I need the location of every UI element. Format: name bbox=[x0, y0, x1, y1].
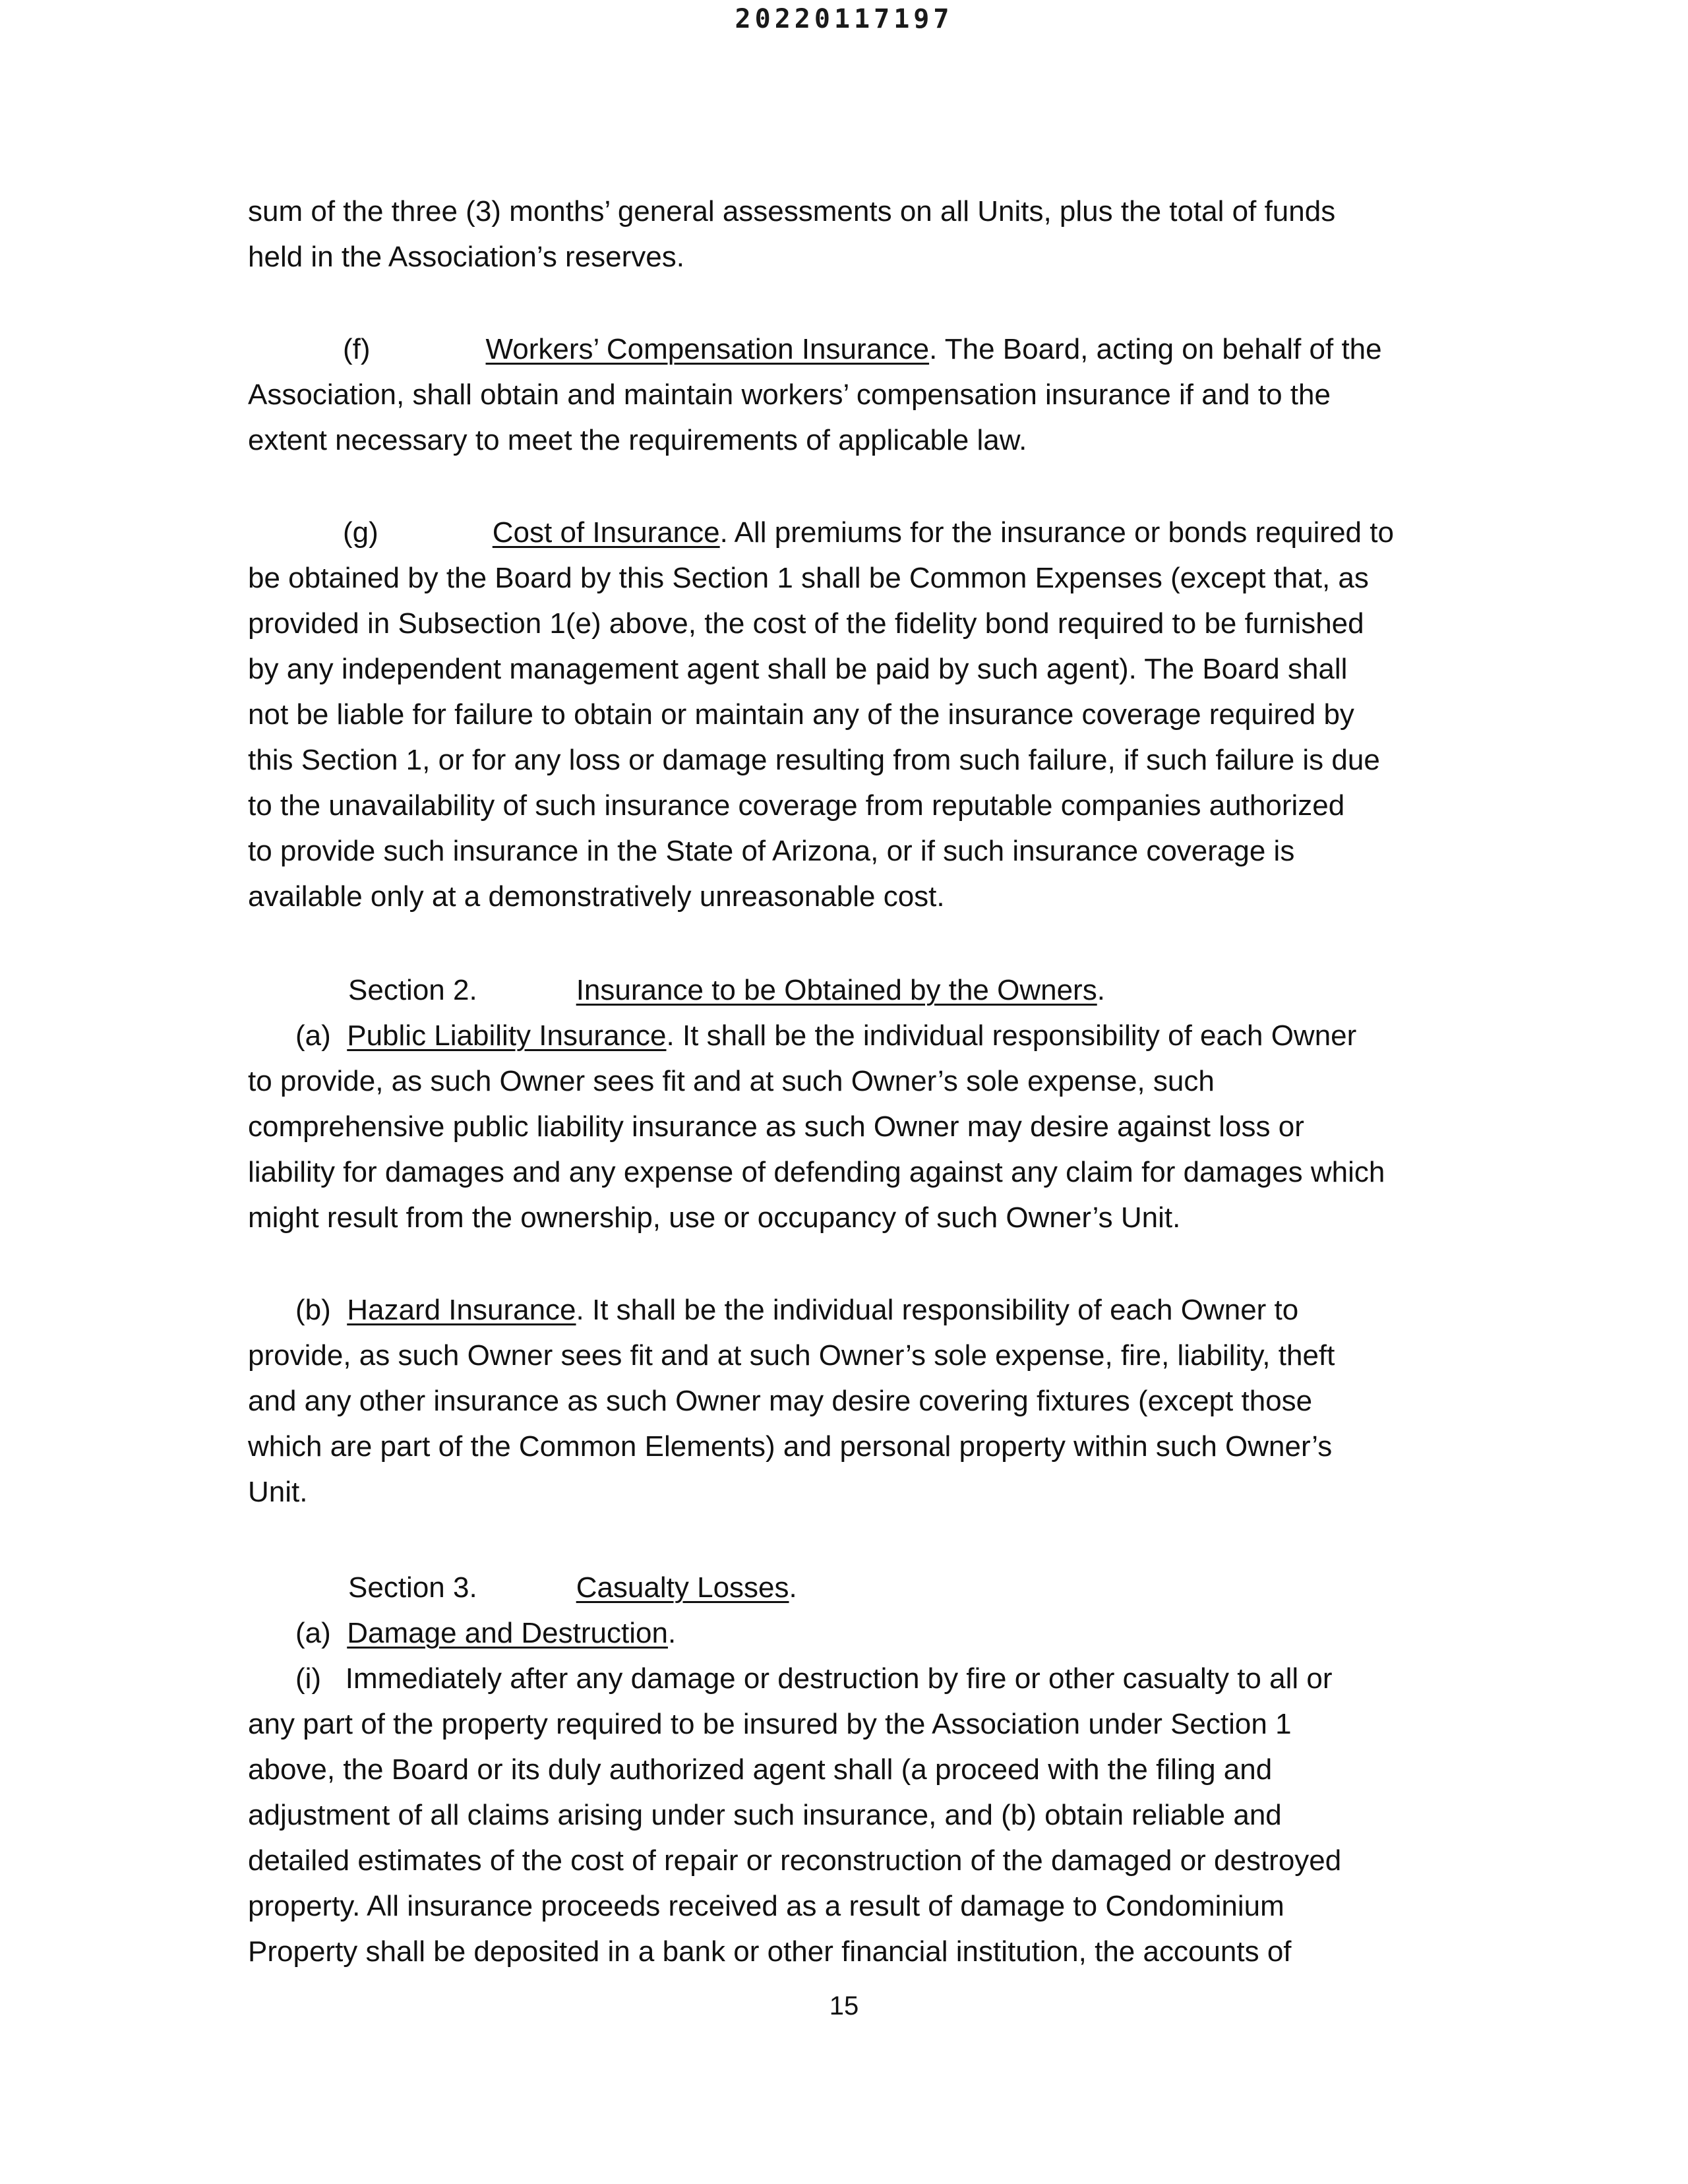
text-run: Immediately after any damage or destruction by fire or other casualty to all or bbox=[345, 1662, 1333, 1695]
text-line: might result from the ownership, use or occupancy of such Owner’s Unit. bbox=[248, 1201, 1181, 1234]
paragraph-e-tail bbox=[248, 189, 1441, 280]
text-line: available only at a demonstratively unreasonable cost. bbox=[248, 880, 945, 913]
section-2 bbox=[248, 967, 1441, 1240]
paragraph-f-first-line bbox=[248, 326, 1441, 372]
text-line: Association, shall obtain and maintain workers’ compensation insurance if and to the bbox=[248, 379, 1331, 411]
section-2-subsection-b bbox=[248, 1287, 1441, 1515]
text-line: by any independent management agent shall be paid by such agent). The Board shall bbox=[248, 653, 1348, 685]
text-run: . The Board, acting on behalf of the bbox=[929, 333, 1382, 365]
subsection-label: (i) bbox=[295, 1662, 322, 1695]
subsection-label: (a) bbox=[295, 1617, 331, 1649]
text-line: any part of the property required to be insured by the Association under Section 1 bbox=[248, 1708, 1292, 1740]
text-line: provide, as such Owner sees fit and at such Owner’s sole expense, fire, liability, theft bbox=[248, 1339, 1335, 1372]
recording-number: 20220117197 bbox=[735, 4, 953, 34]
text-line: to provide such insurance in the State of Arizona, or if such insurance coverage is bbox=[248, 835, 1295, 867]
text-line: liability for damages and any expense of defending against any claim for damages which bbox=[248, 1156, 1385, 1188]
text-run: . It shall be the individual responsibility of each Owner to bbox=[576, 1294, 1299, 1326]
section-label: Section 3. bbox=[348, 1571, 477, 1604]
paragraph-g-first-line bbox=[248, 510, 1441, 555]
section-heading: Casualty Losses bbox=[576, 1571, 789, 1604]
subsection-a-first-line bbox=[248, 1013, 1441, 1058]
text-line: be obtained by the Board by this Section 1 shall be Common Expenses (except that, as bbox=[248, 562, 1369, 594]
section-heading-line bbox=[248, 967, 1441, 1013]
subsection-a-line bbox=[248, 1610, 1441, 1656]
text-line: extent necessary to meet the requirements of applicable law. bbox=[248, 424, 1027, 456]
text-line: Unit. bbox=[248, 1476, 308, 1508]
text-line: which are part of the Common Elements) and personal property within such Owner’s bbox=[248, 1430, 1333, 1463]
text-run: . bbox=[789, 1571, 797, 1604]
section-label: Section 2. bbox=[348, 974, 477, 1006]
text-run: . bbox=[667, 1617, 677, 1649]
subsection-i-first-line bbox=[248, 1656, 1441, 1701]
text-line: and any other insurance as such Owner may desire covering fixtures (except those bbox=[248, 1385, 1313, 1417]
paragraph-f bbox=[248, 326, 1441, 463]
text-line: held in the Association’s reserves. bbox=[248, 241, 684, 273]
text-line: not be liable for failure to obtain or maintain any of the insurance coverage required by bbox=[248, 698, 1354, 731]
text-line: above, the Board or its duly authorized agent shall (a proceed with the filing and bbox=[248, 1753, 1273, 1786]
subsection-label: (a) bbox=[295, 1019, 331, 1052]
text-line: sum of the three (3) months’ general assessments on all Units, plus the total of funds bbox=[248, 195, 1336, 228]
subsection-label: (b) bbox=[295, 1294, 331, 1326]
text-line: comprehensive public liability insurance as such Owner may desire against loss or bbox=[248, 1110, 1304, 1143]
subsection-heading: Hazard Insurance bbox=[347, 1294, 576, 1326]
subsection-heading: Public Liability Insurance bbox=[347, 1019, 667, 1052]
section-3 bbox=[248, 1565, 1441, 1974]
text-line: to provide, as such Owner sees fit and at such Owner’s sole expense, such bbox=[248, 1065, 1215, 1097]
text-run: . It shall be the individual responsibility of each Owner bbox=[666, 1019, 1357, 1052]
paragraph-heading: Workers’ Compensation Insurance bbox=[485, 333, 930, 365]
paragraph-label: (f) bbox=[343, 333, 371, 365]
text-run: . All premiums for the insurance or bonds required to bbox=[719, 516, 1394, 549]
section-heading-line bbox=[248, 1565, 1441, 1610]
text-line: Property shall be deposited in a bank or other financial institution, the accounts of bbox=[248, 1935, 1292, 1968]
subsection-heading: Damage and Destruction bbox=[347, 1617, 668, 1649]
paragraph-label: (g) bbox=[343, 516, 378, 549]
paragraph-heading: Cost of Insurance bbox=[492, 516, 720, 549]
text-line: to the unavailability of such insurance coverage from reputable companies authorized bbox=[248, 789, 1345, 822]
subsection-b-first-line bbox=[248, 1287, 1441, 1333]
paragraph-g bbox=[248, 510, 1441, 919]
text-line: adjustment of all claims arising under such insurance, and (b) obtain reliable and bbox=[248, 1799, 1282, 1831]
page-number: 15 bbox=[829, 1991, 859, 2020]
section-heading: Insurance to be Obtained by the Owners bbox=[576, 974, 1097, 1006]
text-line: this Section 1, or for any loss or damage resulting from such failure, if such failure is due bbox=[248, 744, 1380, 776]
text-line: provided in Subsection 1(e) above, the cost of the fidelity bond required to be furnished bbox=[248, 607, 1364, 640]
text-run: . bbox=[1097, 974, 1105, 1006]
text-line: property. All insurance proceeds received as a result of damage to Condominium bbox=[248, 1890, 1284, 1922]
text-line: detailed estimates of the cost of repair or reconstruction of the damaged or destroyed bbox=[248, 1844, 1342, 1877]
